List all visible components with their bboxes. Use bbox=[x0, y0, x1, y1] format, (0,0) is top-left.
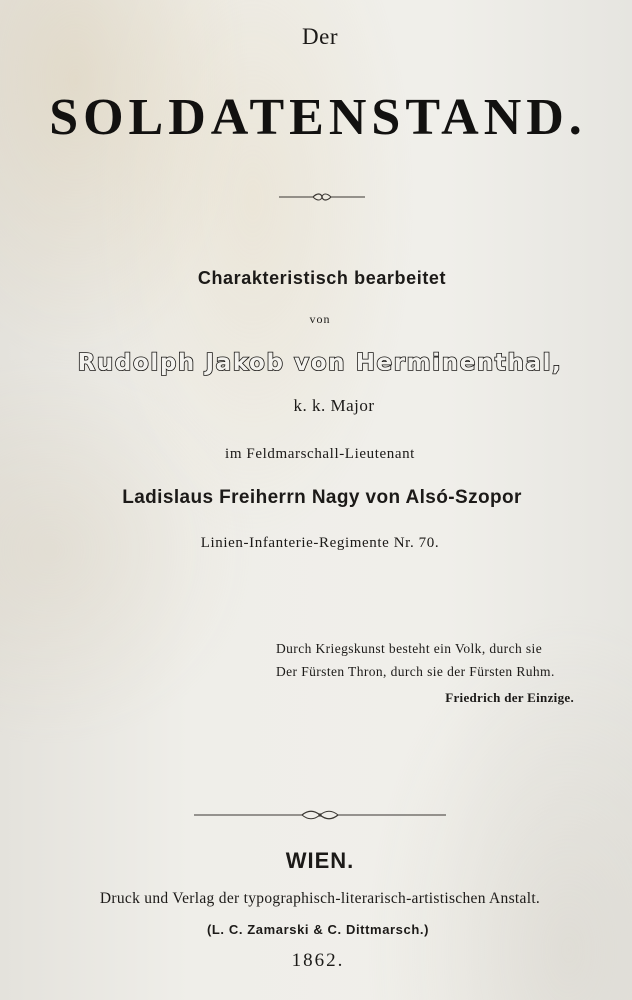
ornamental-divider-top bbox=[6, 189, 632, 207]
regiment-intro: im Feldmarschall-Lieutenant bbox=[225, 446, 415, 462]
author-rank: k. k. Major bbox=[293, 396, 375, 415]
imprint-city: WIEN. bbox=[285, 848, 355, 873]
by-line: von bbox=[309, 312, 331, 326]
imprint-printer: (L. C. Zamarski & C. Dittmarsch.) bbox=[206, 922, 430, 937]
regiment-name: Linien-Infanterie-Regimente Nr. 70. bbox=[200, 535, 440, 551]
regiment-holder: Ladislaus Freiherrn Nagy von Alsó-Szopor bbox=[122, 487, 522, 508]
epigraph-line: Der Fürsten Thron, durch sie der Fürsten Ruhm. bbox=[276, 664, 555, 679]
author-name: Rudolph Jakob von Herminenthal, bbox=[77, 350, 563, 376]
ornamental-divider-bottom bbox=[4, 808, 632, 827]
imprint-publisher: Druck und Verlag der typographisch-literarisch-artistischen Anstalt. bbox=[99, 890, 541, 907]
subtitle: Charakteristisch bearbeitet bbox=[197, 268, 447, 288]
book-title: SOLDATENSTAND. bbox=[49, 89, 587, 146]
title-prefix: Der bbox=[302, 24, 338, 49]
imprint-year: 1862. bbox=[291, 950, 345, 971]
epigraph-attribution: Friedrich der Einzige. bbox=[445, 690, 574, 705]
epigraph-line: Durch Kriegskunst besteht ein Volk, durch sie bbox=[276, 641, 543, 656]
epigraph bbox=[276, 637, 596, 683]
